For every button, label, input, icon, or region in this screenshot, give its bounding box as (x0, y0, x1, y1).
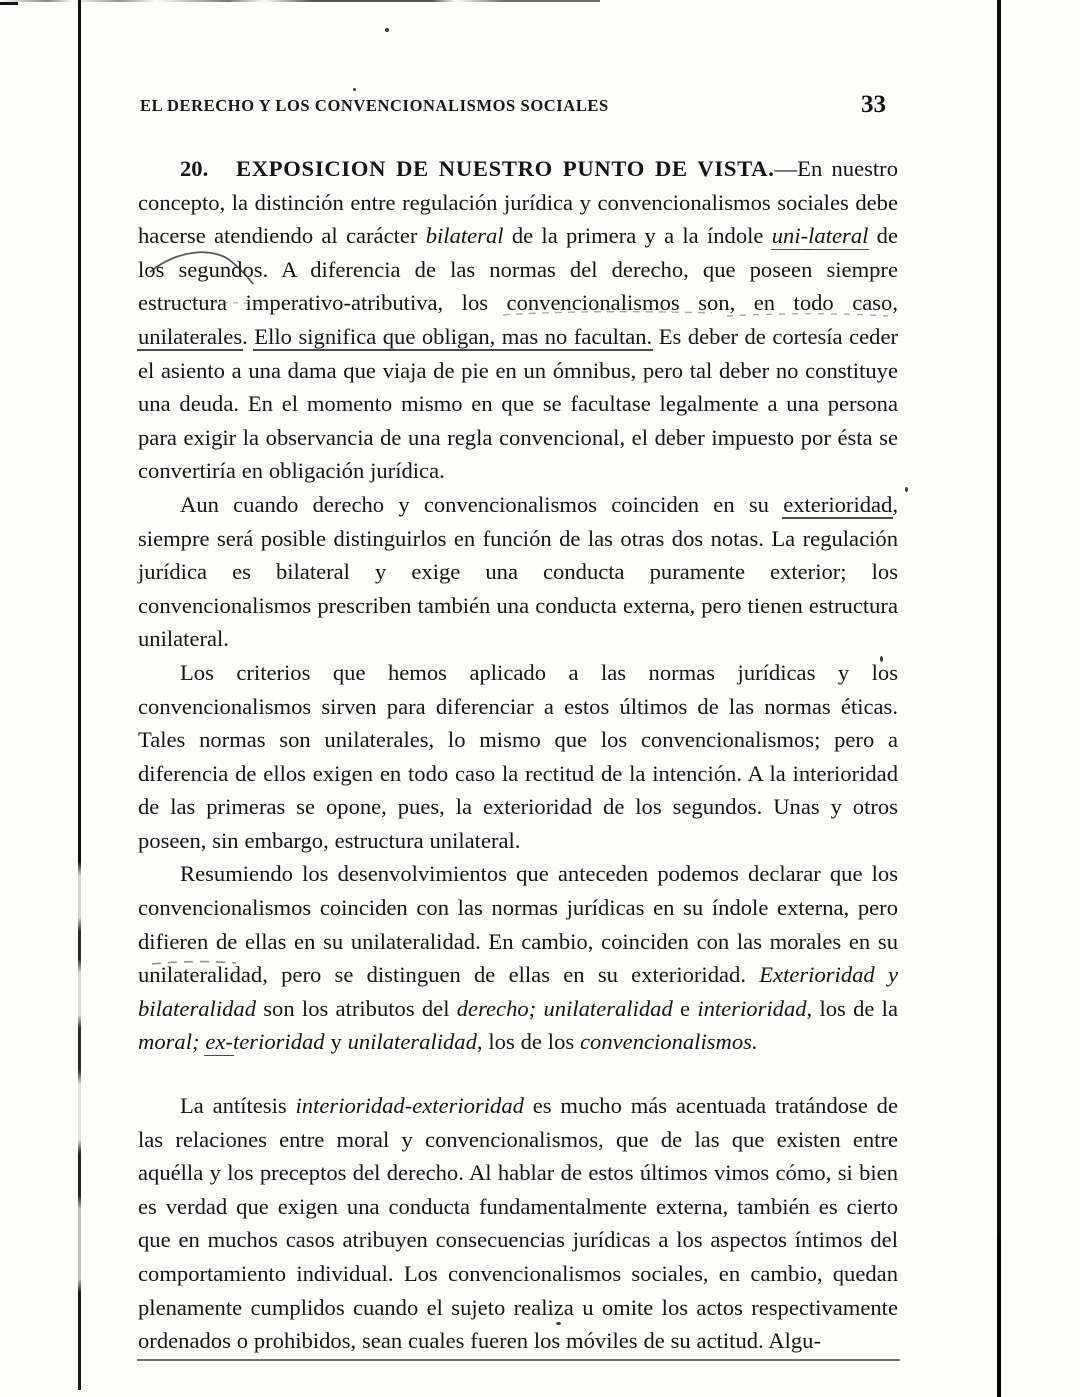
running-head-title: EL DERECHO Y LOS CONVENCIONALISMOS SOCIALES (140, 96, 609, 115)
paragraph-5-text-a: La antítesis (180, 1093, 296, 1119)
paragraph-2 (138, 488, 898, 656)
emphasis-bilateral: bilateral (425, 223, 504, 249)
paragraph-4-text-f: , los de los (476, 1029, 581, 1055)
paragraph-1-text-a: —En nuestro concepto, la distinción entre regulación jurídica y convencionalismos sociales debe hacerse atendiendo al carácter (138, 156, 898, 249)
emphasis-convencionalismos: convencionalismos. (580, 1029, 758, 1055)
paragraph-1-text-e: Es deber de cortesía ceder el asiento a una dama que viaja de pie en un ómnibus, pero tal deber no constituye una deuda. En el momento mismo en que se facultase legalmente a una persona para exigir la observancia de una regla convencional, el deber impuesto por ésta se convertiría en obligación jurídica. (138, 323, 898, 484)
paragraph-1-text-d: . (242, 323, 255, 349)
section-heading: EXPOSICION DE NUESTRO PUNTO DE VISTA. (236, 156, 775, 181)
text-block (138, 92, 898, 1358)
emphasis-derecho-unilateralidad: derecho; unilateralidad (456, 995, 673, 1021)
paragraph-2-text-a: Aun cuando derecho y convencionalismos coinciden en su (180, 491, 784, 517)
annotation-underline-terioridad: terioridad (232, 1029, 325, 1055)
annotation-underline-ello-significa: Ello significa que obligan, mas no facultan. (254, 323, 653, 349)
paragraph-2-text-b: , siempre será posible distinguirlos en función de las otras dos notas. La regulación jurídica es bilateral y exige una conducta puramente exterior; los convencionalismos prescriben también una conducta externa, pero tienen estructura unilateral. (138, 491, 898, 652)
scan-speck (353, 88, 356, 91)
annotation-underline-lateral: lateral (808, 223, 869, 249)
emphasis-interioridad: interioridad (697, 995, 807, 1021)
scan-edge-bottom-tick (0, 2, 18, 5)
scan-edge-right (997, 0, 1001, 1397)
annotation-underline-ex: ex- (205, 1029, 233, 1055)
paragraph-1-text-c: de los segundos. A diferencia de las normas del derecho, que poseen siempre estructura imperativo-atributiva, los convencionalismos son, en todo caso, (138, 223, 898, 316)
paragraph-5 (138, 1089, 898, 1358)
paragraph-1 (138, 152, 898, 488)
paragraph-1-text-b: de la primera y a la índole (503, 223, 772, 249)
section-number: 20. (180, 156, 209, 181)
emphasis-exterioridad-bilateralidad: Exterioridad y bilateralidad (138, 962, 898, 1021)
paragraph-4-text-c: e (672, 995, 698, 1021)
annotation-underline-uni: uni- (771, 223, 809, 249)
emphasis-unilateralidad: unilateralidad (347, 1029, 477, 1055)
scan-edge-top (0, 0, 600, 2)
paragraph-5-text-b: es mucho más acentuada tratándose de las relaciones entre moral y convencionalismos, que de las que existen entre aquélla y los preceptos del derecho. Al hablar de estos últimos vimos cómo, si bien es verdad que exigen una conducta fundamentalmente externa, también es cierto que en muchos casos atribuyen consecuencias jurídicas a los aspectos íntimos del comportamiento individual. Los convencionalismos sociales, en cambio, quedan plenamente cumplidos cuando el sujeto realiza u omite los actos respectivamente ordenados o prohibidos, sean cuales fueren los móviles de su actitud. Algu- (138, 1093, 899, 1354)
scan-speck (385, 28, 389, 32)
running-head (138, 92, 898, 126)
paragraph-4 (138, 857, 898, 1059)
paragraph-4-text-a: Resumiendo los desenvolvimientos que anteceden podemos declarar que los convencionalismos coinciden con las normas jurídicas en su índole externa, pero difieren de ellas en su unilateralidad. En cambio, coinciden con las morales en su unilateralidad, pero se distinguen de ellas en su exterioridad. (138, 861, 898, 988)
paragraph-4-text-b: son los atributos del (256, 995, 457, 1021)
paragraph-4-text-d: , los de la (806, 995, 898, 1021)
emphasis-moral: moral; (138, 1029, 200, 1055)
paragraph-4-text-e: y (324, 1029, 348, 1055)
scan-speck (905, 487, 908, 492)
annotation-underline-exterioridad: exterioridad (783, 491, 893, 517)
scan-edge-left (78, 0, 81, 1390)
annotation-underline-unilaterales: unilaterales (138, 323, 243, 349)
page-number: 33 (861, 91, 886, 118)
paragraph-3: Los criterios que hemos aplicado a las normas jurídicas y los convencionalismos sirven para diferenciar a estos últimos de las normas éticas. Tales normas son unilaterales, lo mismo que los convencionalismos; pero a diferencia de ellos exigen en todo caso la rectitud de la intención. A la interioridad de las primeras se opone, pues, la exterioridad de los segundos. Unas y otros poseen, sin embargo, estructura unilateral. (138, 659, 898, 853)
emphasis-interioridad-exterioridad: interioridad-exterioridad (295, 1093, 524, 1119)
